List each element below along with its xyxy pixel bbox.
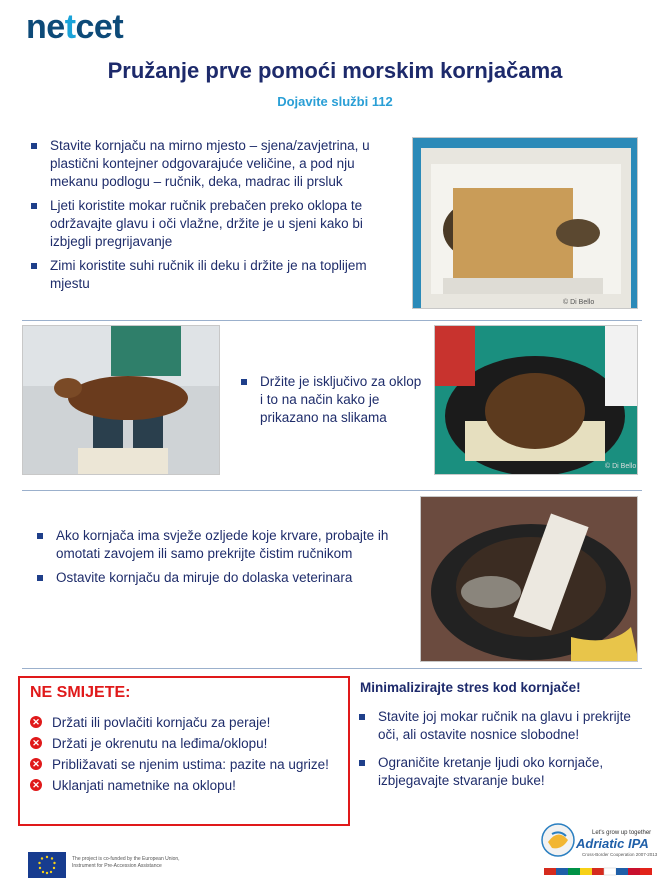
adriatic-ipa-logo (540, 820, 660, 882)
page-subtitle: Dojavite službi 112 (277, 94, 393, 109)
stress-title: Minimalizirajte stres kod kornjače! (360, 680, 581, 695)
warning-title: NE SMIJETE: (30, 684, 131, 701)
warning-box (18, 676, 350, 826)
section2-list (238, 373, 426, 433)
prohibited-icon: ✕ (30, 779, 42, 791)
list-item: ✕ Uklanjati nametnike na oklopu! (28, 775, 329, 796)
netcet-logo: netcet (26, 8, 124, 46)
divider (22, 490, 642, 491)
bandaged-turtle-photo (420, 496, 638, 662)
photo-credit: © Di Bello (563, 299, 595, 306)
svg-text:Cross-Border Cooperation 2007-: Cross-Border Cooperation 2007-2013 (582, 852, 658, 857)
page-title: Pružanje prve pomoći morskim kornjačama (107, 58, 563, 83)
divider (22, 668, 642, 669)
list-item: Držite je isključivo za oklop i to na način kako je prikazano na slikama (238, 373, 426, 427)
holding-turtle-photo-2 (434, 325, 638, 475)
stress-list (356, 708, 648, 796)
eu-flag-logo (28, 852, 66, 878)
list-item: ✕ Držati ili povlačiti kornjaču za peraje! (28, 712, 329, 733)
list-item: ✕ Držati je okrenutu na leđima/oklopu! (28, 733, 329, 754)
list-item: Ostavite kornjaču da miruje do dolaska veterinara (34, 569, 394, 587)
prohibited-icon: ✕ (30, 716, 42, 728)
eu-funding-text: The project is co-funded by the European Union, Instrument for Pre-Accession Assistance (72, 856, 180, 869)
list-item: ✕ Približavati se njenim ustima: pazite na ugrize! (28, 754, 329, 775)
prohibited-icon: ✕ (30, 758, 42, 770)
prohibited-icon: ✕ (30, 737, 42, 749)
section1-list (28, 137, 403, 299)
svg-text:Let's grow up together: Let's grow up together (592, 830, 652, 836)
list-item: Ograničite kretanje ljudi oko kornjače, izbjegavajte stvaranje buke! (356, 754, 648, 790)
turtle-in-box-photo (412, 137, 638, 309)
list-item: Stavite joj mokar ručnik na glavu i prekrijte oči, ali ostavite nosnice slobodne! (356, 708, 648, 744)
list-item: Ako kornjača ima svježe ozljede koje krvare, probajte ih omotati zavojem ili samo prekrijte čistim ručnikom (34, 527, 394, 563)
divider (22, 320, 642, 321)
list-item: Stavite kornjaču na mirno mjesto – sjena/zavjetrina, u plastični kontejner odgovarajuće veličine, a pod nju mekanu podlogu – ručnik, deka, madrac ili prsluk (28, 137, 403, 191)
warning-list (28, 712, 329, 796)
svg-text:Adriatic IPA: Adriatic IPA (576, 836, 649, 851)
list-item: Zimi koristite suhi ručnik ili deku i držite je na toplijem mjestu (28, 257, 403, 293)
section3-list (34, 527, 394, 593)
holding-turtle-photo-1 (22, 325, 220, 475)
list-item: Ljeti koristite mokar ručnik prebačen preko oklopa te održavajte glavu i oči vlažne, držite je u sjeni kako bi izbjegli pregrijavanje (28, 197, 403, 251)
photo-credit: © Di Bello (605, 463, 637, 470)
